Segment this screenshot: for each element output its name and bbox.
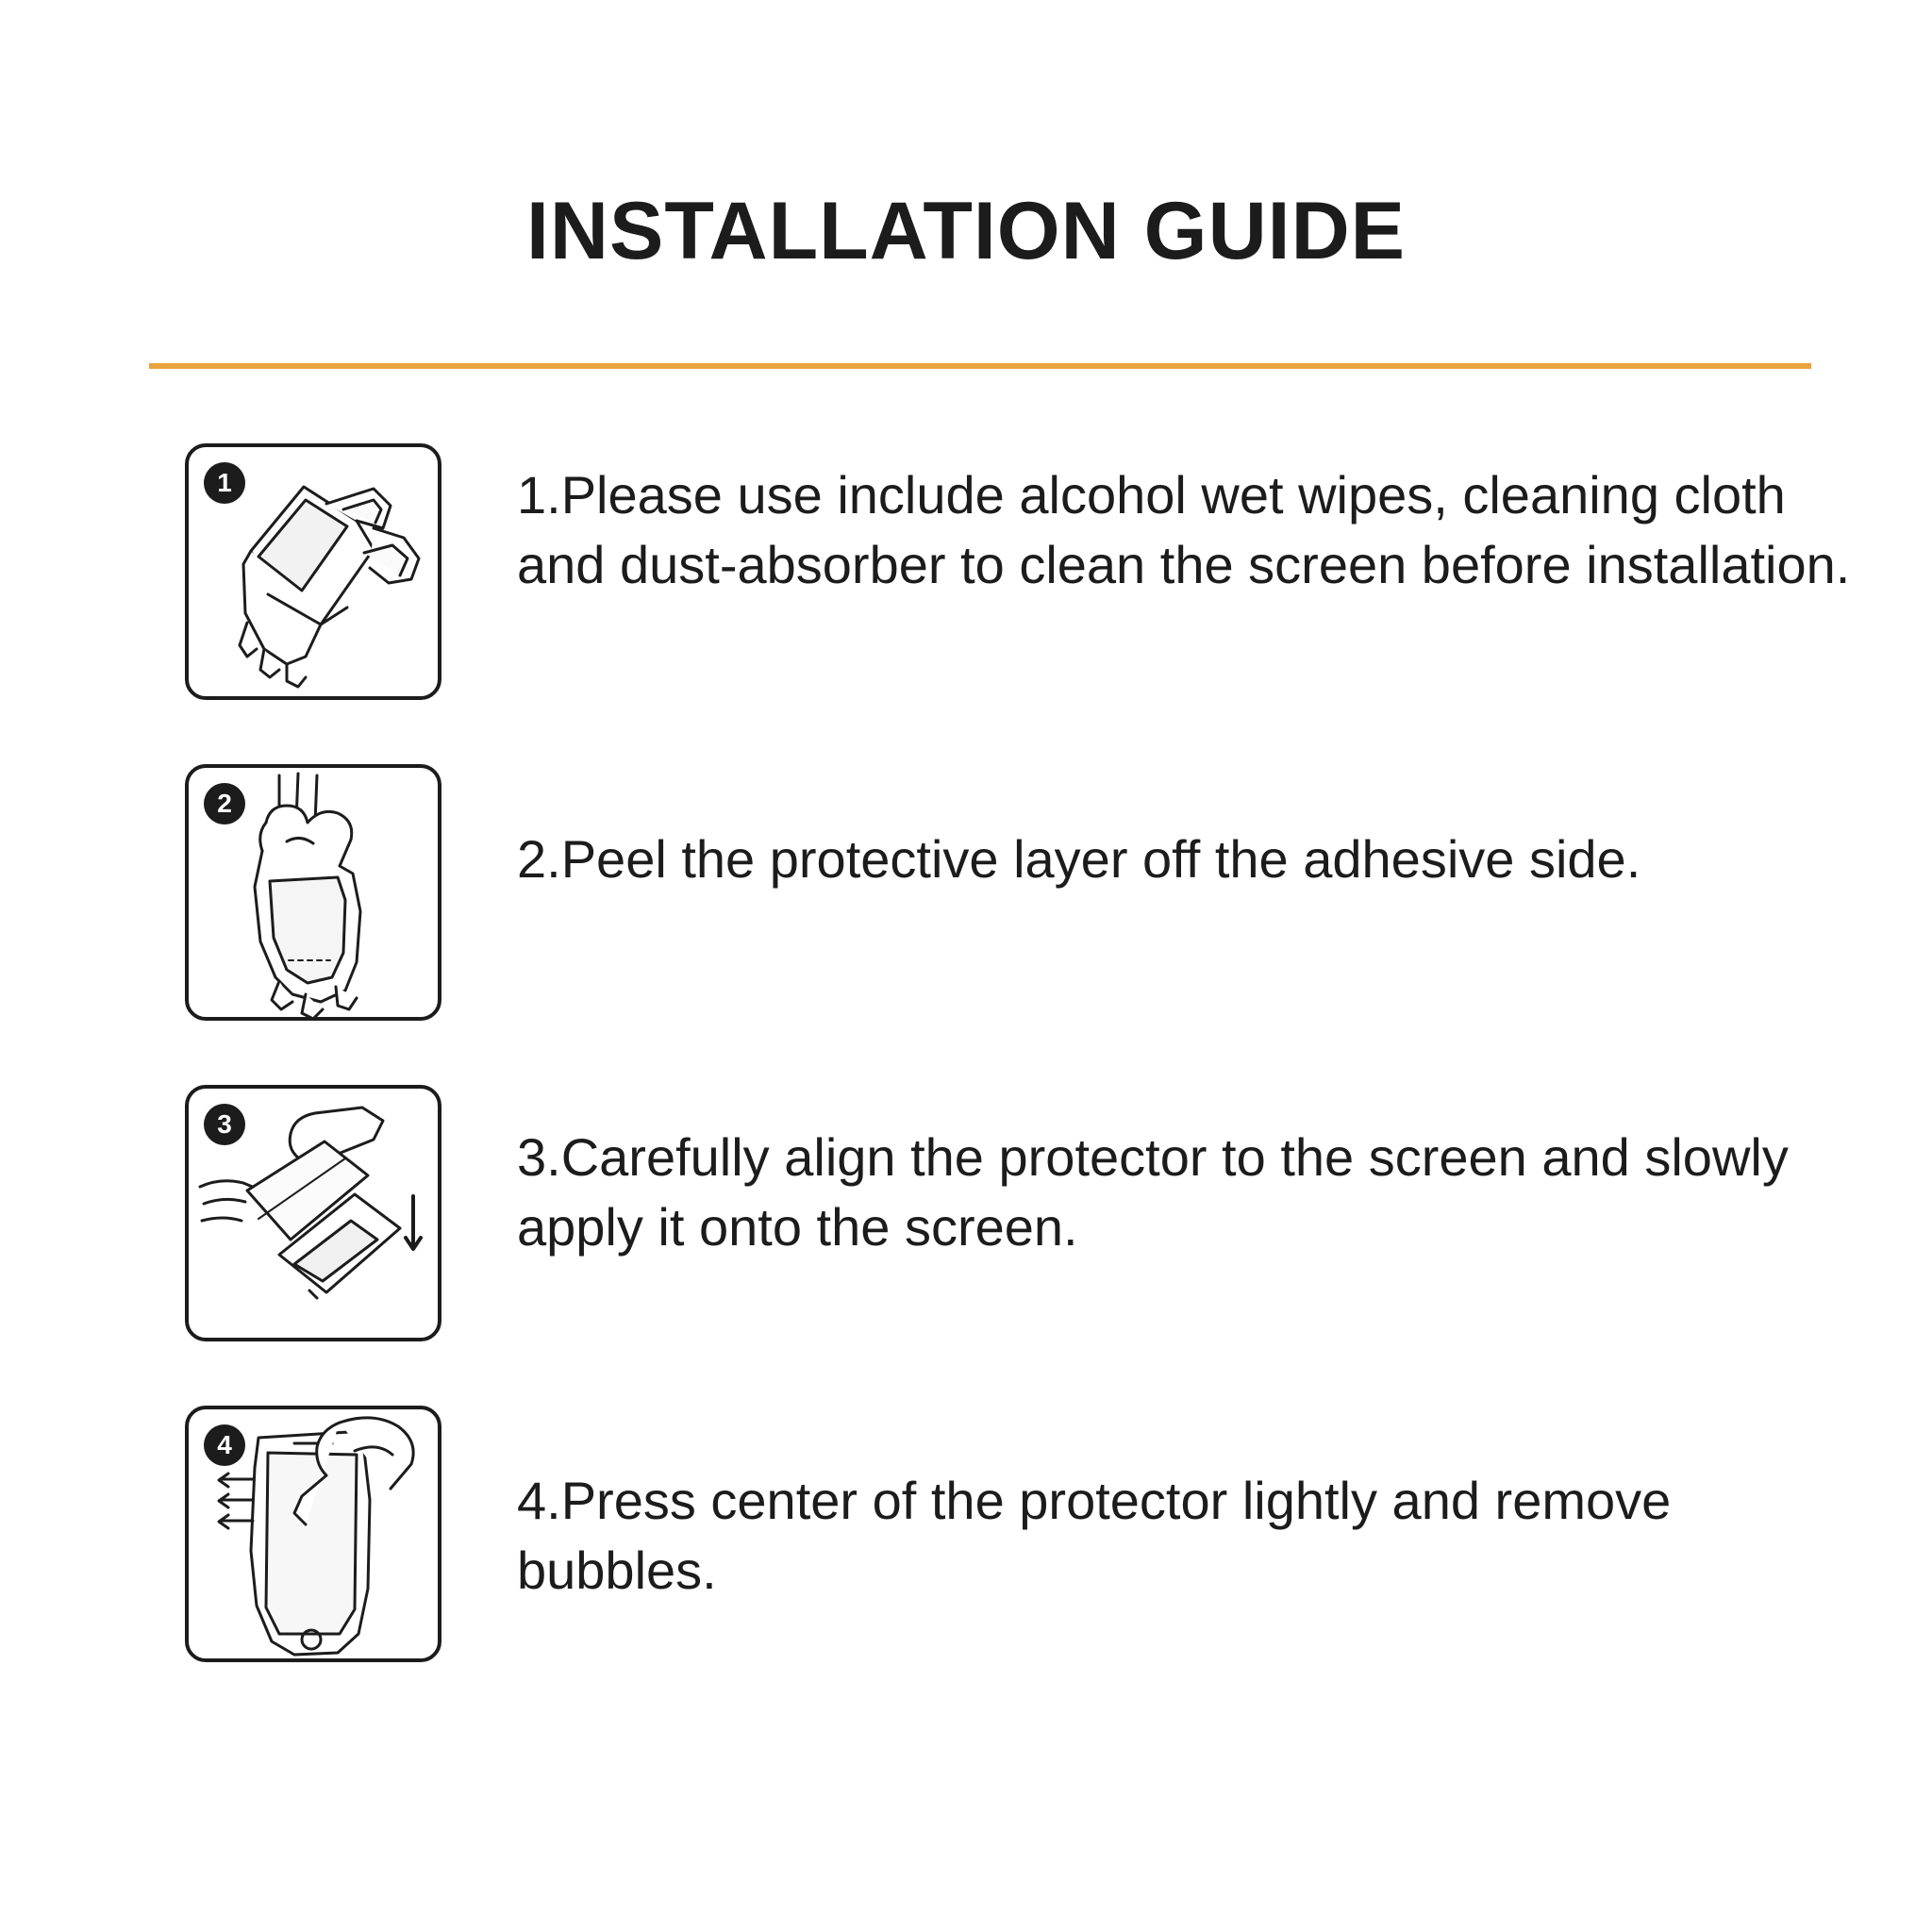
- steps-list: [0, 443, 1932, 1726]
- step-1-badge: 1: [204, 462, 245, 504]
- step-3-badge: 3: [204, 1104, 245, 1145]
- page-title: INSTALLATION GUIDE: [525, 186, 1407, 276]
- step-3-text: 3.Carefully align the protector to the screen and slowly apply it onto the screen.: [517, 1127, 1789, 1257]
- step-4-illustration: [185, 1406, 441, 1662]
- list-item: [0, 1085, 1932, 1341]
- step-2-illustration: [185, 764, 441, 1021]
- title-divider: [149, 363, 1811, 369]
- step-4-badge: 4: [204, 1424, 245, 1466]
- step-1-text: 1.Please use include alcohol wet wipes, cleaning cloth and dust-absorber to clean the screen before installation.: [517, 465, 1851, 595]
- step-2-badge: 2: [204, 783, 245, 824]
- step-1-illustration: [185, 443, 441, 700]
- step-2-text: 2.Peel the protective layer off the adhesive side.: [517, 829, 1641, 889]
- step-4-text: 4.Press center of the protector lightly and remove bubbles.: [517, 1471, 1672, 1601]
- step-3-illustration: [185, 1085, 441, 1341]
- list-item: [0, 1406, 1932, 1662]
- list-item: [0, 443, 1932, 700]
- list-item: [0, 764, 1932, 1021]
